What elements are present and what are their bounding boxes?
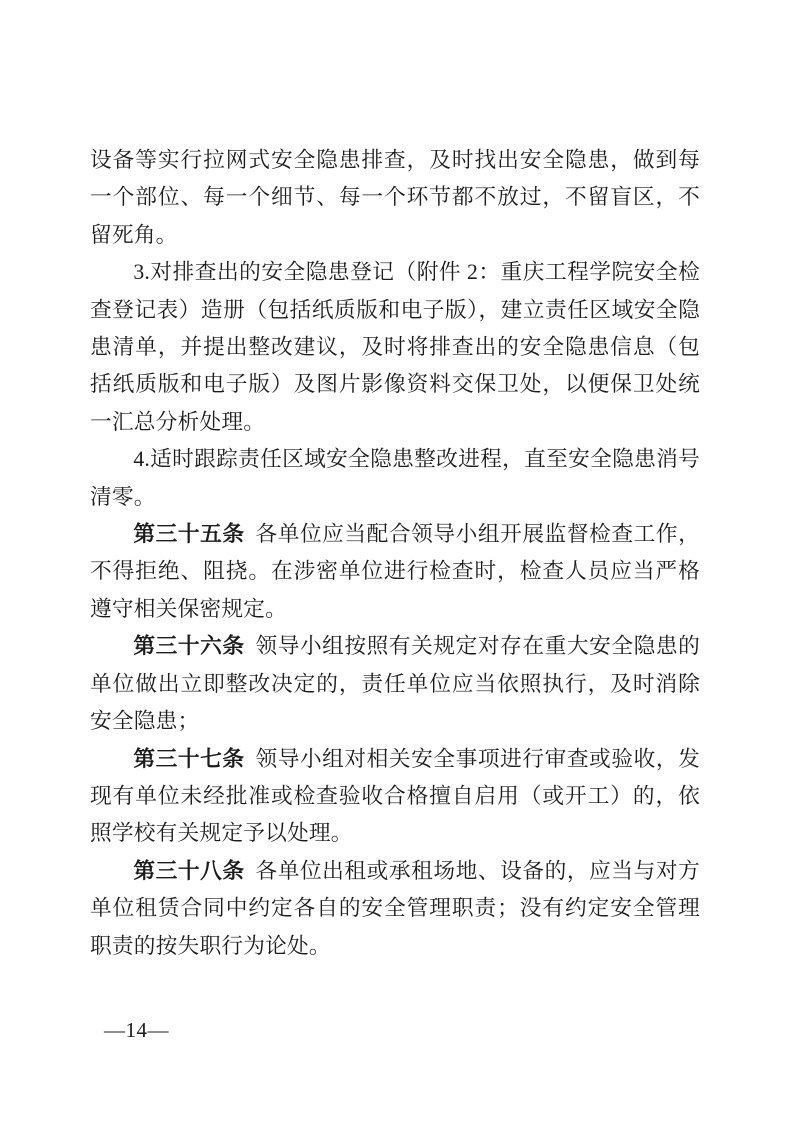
article-number: 第三十七条 xyxy=(133,746,245,771)
article-number: 第三十八条 xyxy=(133,858,245,883)
document-body xyxy=(90,142,700,965)
article-number: 第三十五条 xyxy=(133,522,245,547)
paragraph-text: 各单位出租或承租场地、设备的，应当与对方单位租赁合同中约定各自的安全管理职责；没有约定安全管理职责的按失职行为论处。 xyxy=(90,858,700,958)
paragraph-text: 4.适时跟踪责任区域安全隐患整改进程，直至安全隐患消号清零。 xyxy=(90,447,700,509)
article-number: 第三十六条 xyxy=(133,634,245,659)
page-number: —14— xyxy=(104,1018,169,1042)
paragraph-text: 设备等实行拉网式安全隐患排查，及时找出安全隐患，做到每一个部位、每一个细节、每一个环节都不放过，不留盲区，不留死角。 xyxy=(90,148,700,247)
paragraph-text: 3.对排查出的安全隐患登记（附件 2：重庆工程学院安全检查登记表）造册（包括纸质版和电子版），建立责任区域安全隐患清单，并提出整改建议，及时将排查出的安全隐患信息（包括纸质版和电子版）及图片影像资料交保卫处，以便保卫处统一汇总分析处理。 xyxy=(90,260,700,434)
paragraph-text: 各单位应当配合领导小组开展监督检查工作，不得拒绝、阻挠。在涉密单位进行检查时，检查人员应当严格遵守相关保密规定。 xyxy=(90,522,700,621)
paragraph-item-3 xyxy=(90,254,700,441)
paragraph-text: 领导小组按照有关规定对存在重大安全隐患的单位做出立即整改决定的，责任单位应当依照执行，及时消除安全隐患； xyxy=(90,634,700,734)
paragraph-continuation xyxy=(90,142,700,254)
paragraph-text: 领导小组对相关安全事项进行审查或验收，发现有单位未经批准或检查验收合格擅自启用（或开工）的，依照学校有关规定予以处理。 xyxy=(90,746,700,846)
paragraph-item-4 xyxy=(90,441,700,516)
paragraph-article-38 xyxy=(90,853,700,965)
paragraph-article-35 xyxy=(90,516,700,628)
paragraph-article-36 xyxy=(90,628,700,740)
paragraph-article-37 xyxy=(90,741,700,853)
